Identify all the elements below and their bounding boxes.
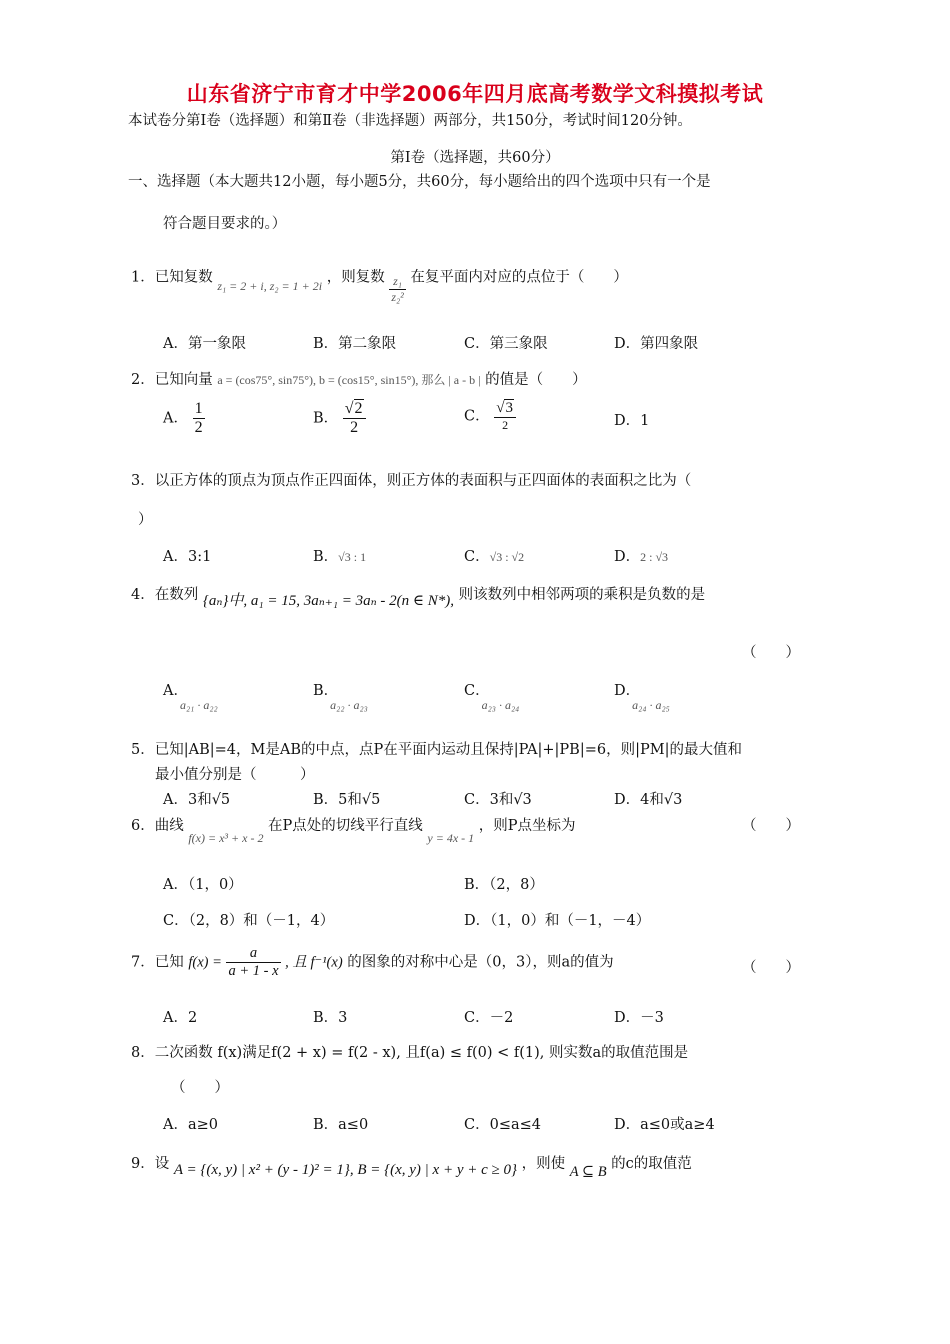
q2-c-den: 2 — [502, 418, 509, 432]
q6-answer-paren: （ ） — [742, 818, 800, 834]
q5-option-c: C．3和√3 — [464, 792, 532, 808]
q2-c-radicand: 3 — [505, 400, 513, 416]
exam-intro: 本试卷分第Ⅰ卷（选择题）和第Ⅱ卷（非选择题）两部分，共150分，考试时间120分钟。 — [128, 113, 692, 129]
q8-option-b: B．a≤0 — [313, 1117, 369, 1133]
q1-option-d: D．第四象限 — [614, 336, 699, 352]
q3-option-c-label: C． — [464, 549, 490, 565]
q3-option-a: A．3:1 — [163, 549, 212, 565]
q4-tail: 则该数列中相邻两项的乘积是负数的是 — [458, 587, 706, 603]
q7-answer-paren: （ ） — [742, 960, 800, 976]
q7-option-a: A．2 — [163, 1010, 198, 1026]
q1-option-c: C．第三象限 — [464, 336, 548, 352]
q2-b-den: 2 — [350, 419, 359, 436]
part1-header: 第Ⅰ卷（选择题，共60分） — [390, 150, 560, 166]
q6-option-b: B．（2，8） — [464, 877, 544, 893]
q7-mid: , 且 f⁻¹(x) — [285, 954, 343, 971]
q4-option-a-label: A． — [163, 683, 188, 699]
q7-option-b: B．3 — [313, 1010, 348, 1026]
q9-tail: 的c的取值范 — [611, 1156, 692, 1172]
q2-prefix: 2．已知向量 — [131, 372, 213, 388]
q2-option-b — [313, 400, 366, 437]
q6-expr2: y = 4x - 1 — [427, 831, 475, 845]
question-8-cont: （ ） — [171, 1080, 229, 1096]
q2-b-num: √2 — [343, 400, 366, 419]
q1-mid: ，则复数 — [326, 269, 385, 286]
q7-frac-num: a — [226, 945, 280, 963]
section1-instruction-cont: 符合题目要求的。） — [163, 216, 287, 232]
q4-option-b-expr: a₂₂ · a₂₃ — [330, 698, 368, 712]
q3-option-c-value: √3 : √2 — [489, 550, 525, 564]
q6-prefix: 6．曲线 — [131, 818, 184, 834]
q5-option-b: B．5和√5 — [313, 792, 381, 808]
q1-expr: z₁ = 2 + i, z₂ = 1 + 2i — [217, 278, 323, 293]
q7-tail: 的图象的对称中心是（0，3），则a的值为 — [347, 954, 614, 971]
q9-mid: ，则使 — [521, 1156, 566, 1172]
q2-option-d: D．1 — [614, 413, 650, 429]
q4-prefix: 4．在数列 — [131, 587, 199, 603]
q6-option-c: C．（2，8）和（－1，4） — [163, 913, 335, 929]
question-4 — [131, 583, 706, 609]
question-2 — [131, 368, 587, 389]
question-7 — [131, 945, 614, 980]
q7-lhs: f(x) = — [188, 954, 222, 971]
q3-option-d-label: D． — [614, 549, 641, 565]
q7-frac-den: a + 1 - x — [228, 963, 279, 979]
q2-tail: 的值是（ ） — [485, 372, 587, 388]
question-5-cont: 最小值分别是（ ） — [155, 767, 315, 783]
q3-option-b-label: B． — [313, 549, 339, 565]
q2-option-c-label: C． — [464, 408, 490, 425]
question-8: 8．二次函数 f(x)满足f(2 + x) = f(2 - x), 且f(a) ≤ f(0) < f(1), 则实数a的取值范围是 — [131, 1045, 689, 1061]
q1-option-b: B．第二象限 — [313, 336, 397, 352]
q6-tail: ，则P点坐标为 — [478, 818, 576, 834]
q3-option-c — [464, 545, 524, 566]
q6-expr1: f(x) = x³ + x - 2 — [188, 831, 264, 845]
question-5: 5．已知|AB|=4，M是AB的中点，点P在平面内运动且保持|PA|+|PB|=6，则|PM|的最大值和 — [131, 742, 742, 758]
q7-option-c: C．－2 — [464, 1010, 514, 1026]
q7-option-d: D．－3 — [614, 1010, 664, 1026]
q2-b-radicand: 2 — [354, 400, 363, 417]
q2-a-num: 1 — [194, 400, 203, 417]
q8-option-d: D．a≤0或a≥4 — [614, 1117, 715, 1133]
section1-instruction: 一、选择题（本大题共12小题，每小题5分，共60分，每小题给出的四个选项中只有一个是 — [128, 174, 711, 190]
q6-option-d: D．（1，0）和（－1，－4） — [464, 913, 651, 929]
q1-prefix: 1．已知复数 — [131, 269, 213, 286]
q4-option-a-expr: a₂₁ · a₂₂ — [179, 698, 218, 712]
q1-frac-den: z₂² — [391, 290, 404, 304]
question-3: 3．以正方体的顶点为顶点作正四面体，则正方体的表面积与正四面体的表面积之比为（ — [131, 473, 692, 489]
q5-option-d: D．4和√3 — [614, 792, 683, 808]
q2-option-c — [464, 400, 516, 433]
q1-fraction — [389, 274, 405, 305]
q3-option-d — [614, 545, 668, 566]
q2-option-b-label: B． — [313, 410, 339, 427]
q3-option-d-value: 2 : √3 — [640, 550, 669, 564]
q4-option-c-expr: a₂₃ · a₂₄ — [481, 698, 520, 712]
q4-option-b-label: B． — [313, 683, 339, 699]
q7-fraction — [226, 945, 280, 980]
q4-answer-paren: （ ） — [742, 645, 800, 661]
q2-expr: a = (cos75°, sin75°), b = (cos15°, sin15°), 那么 | a - b | — [217, 373, 481, 387]
q7-prefix: 7．已知 — [131, 954, 184, 971]
q9-prefix: 9．设 — [131, 1156, 170, 1172]
q2-option-b-fraction — [343, 400, 366, 437]
q8-option-a: A．a≥0 — [163, 1117, 218, 1133]
q3-option-b-value: √3 : 1 — [338, 550, 367, 564]
q2-option-a-fraction — [193, 400, 205, 437]
question-1 — [131, 262, 628, 304]
q9-expr: A = {(x, y) | x² + (y - 1)² = 1}, B = {(x, y) | x + y + c ≥ 0} — [173, 1162, 517, 1178]
q6-option-a: A．（1，0） — [163, 877, 243, 893]
q4-option-c-label: C． — [464, 683, 490, 699]
q1-option-a: A．第一象限 — [163, 336, 246, 352]
q2-option-a — [163, 400, 205, 437]
question-6 — [131, 814, 576, 845]
q2-c-num: √3 — [494, 400, 516, 418]
q2-option-a-label: A． — [163, 410, 188, 427]
q1-tail: 在复平面内对应的点位于（ ） — [410, 269, 628, 286]
q1-frac-num: z₁ — [389, 274, 405, 290]
q8-option-c: C．0≤a≤4 — [464, 1117, 541, 1133]
q4-option-d-label: D． — [614, 683, 641, 699]
question-3-cont: ） — [138, 512, 153, 528]
q4-option-d-expr: a₂₄ · a₂₅ — [632, 698, 670, 712]
q3-option-b — [313, 545, 366, 566]
q9-expr2: A ⊆ B — [569, 1164, 607, 1180]
q4-expr: {aₙ}中, a₁ = 15, 3aₙ₊₁ = 3aₙ - 2(n ∈ N*), — [202, 593, 455, 609]
q5-option-a: A．3和√5 — [163, 792, 231, 808]
q2-option-c-fraction — [494, 400, 516, 433]
exam-title: 山东省济宁市育才中学2006年四月底高考数学文科摸拟考试 — [186, 82, 764, 106]
q6-mid: 在P点处的切线平行直线 — [268, 818, 423, 834]
question-9 — [131, 1152, 692, 1180]
q2-a-den: 2 — [194, 419, 203, 436]
